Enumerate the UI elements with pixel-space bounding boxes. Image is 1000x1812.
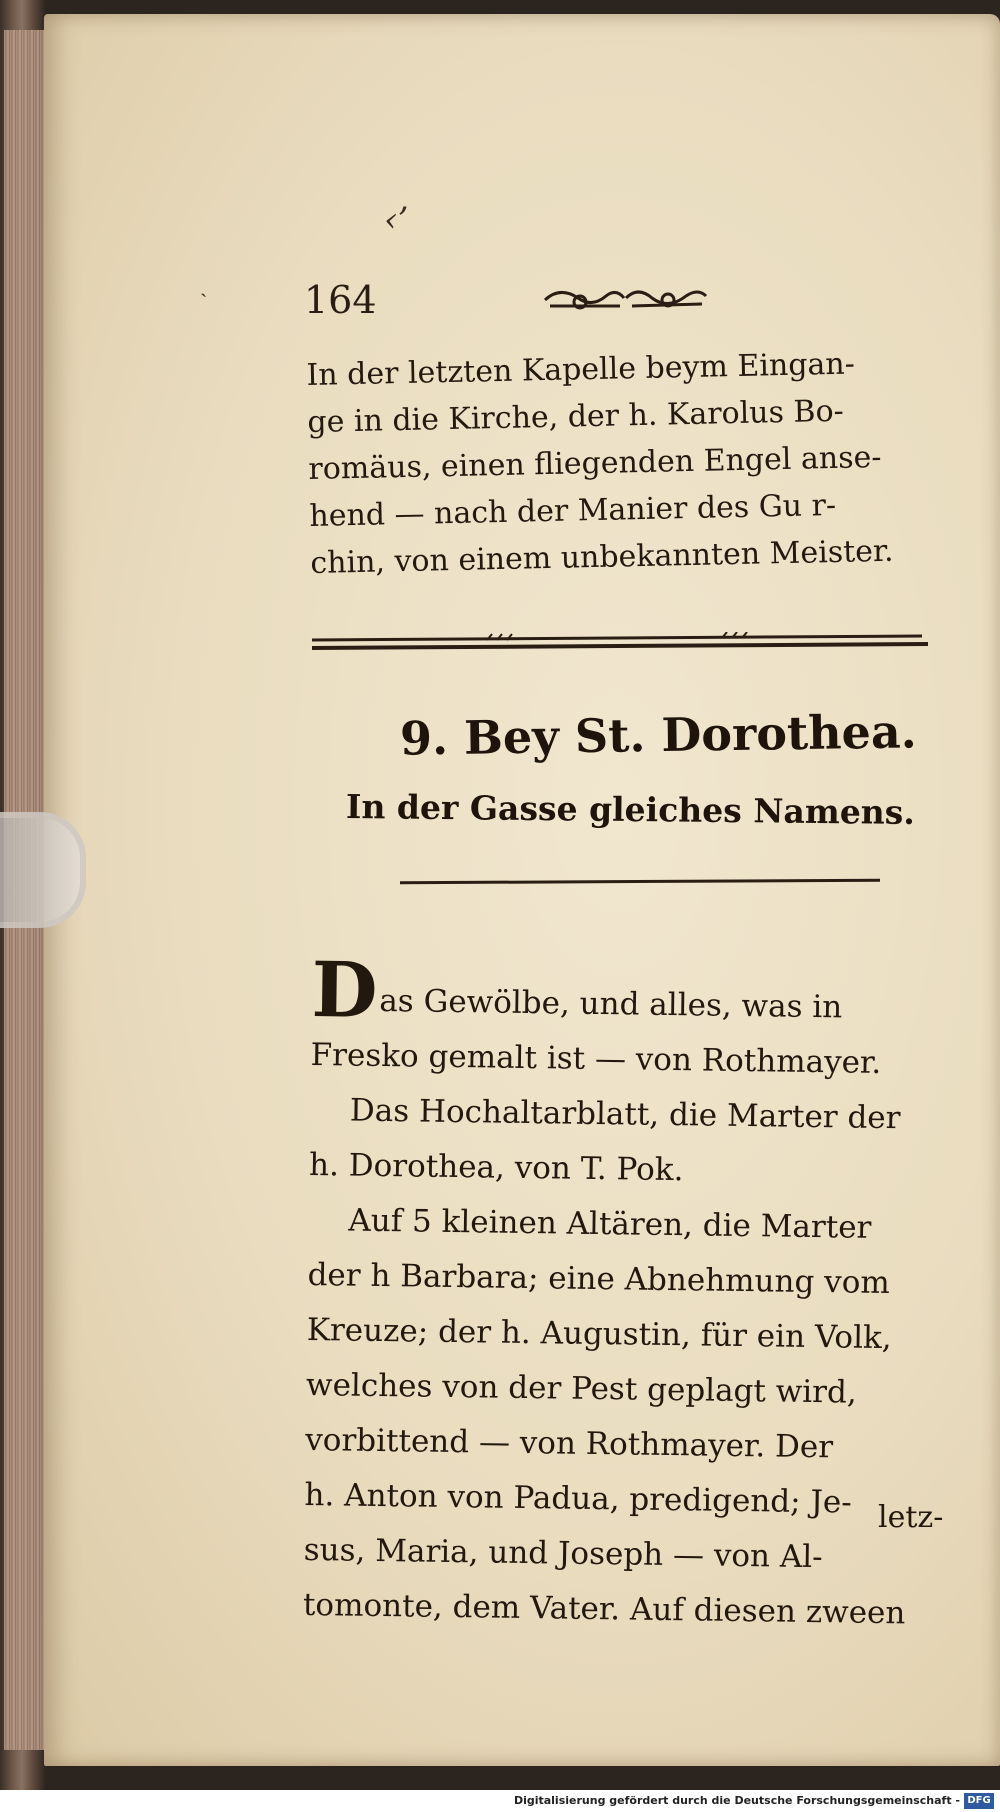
section-subheading: In der Gasse gleiches Namens. [345,787,916,832]
text-line: Fresko gemalt ist — von Rothmayer. [310,1036,882,1081]
text-line: hend — nach der Manier des Gu r- [309,487,837,534]
digitization-credit: Digitalisierung gefördert durch die Deutsche Forschungsgemeinschaft - [513,1794,960,1807]
text-line: h. Anton von Padua, predigend; Je- [304,1476,852,1521]
paragraph-intro [306,339,941,587]
text-line: tomonte, dem Vater. Auf diesen zween [302,1586,906,1632]
text-line: ge in die Kirche, der h. Karolus Bo- [307,393,845,440]
text-line: sus, Maria, und Joseph — von Al- [303,1531,823,1576]
dfg-logo-icon: DFG [964,1793,994,1809]
text-line: vorbittend — von Rothmayer. Der [305,1421,834,1466]
text-line: chin, von einem unbekannten Meister. [310,533,894,581]
text-line: Auf 5 kleinen Altären, die Marter [348,1202,872,1246]
drop-cap: D [310,945,379,1035]
text-line-rest: as Gewölbe, und alles, was in [379,982,843,1026]
stray-mark: ˎ [200,273,208,298]
text-line: welches von der Pest geplagt wird, [305,1366,857,1411]
text-line: h. Dorothea, von T. Pok. [308,1146,684,1189]
text-line: Das Hochaltarblatt, die Marter der [349,1092,901,1137]
section-divider [312,632,932,656]
page-number: 164 [304,278,377,322]
body-text [302,945,942,1642]
text-line: der h Barbara; eine Abnehmung vom [307,1256,891,1302]
catchword: letz- [878,1500,944,1535]
text-line [310,945,942,1037]
text-line: romäus, einen fliegenden Engel anse- [308,439,882,487]
text-line: In der letzten Kapelle beym Eingan- [306,346,856,393]
text-line: Kreuze; der h. Augustin, für ein Volk, [306,1311,892,1357]
pencil-mark: ‹’ [384,200,409,240]
section-heading: 9. Bey St. Dorothea. [399,704,918,766]
header-ornament [540,278,710,318]
page-clip [0,812,86,928]
